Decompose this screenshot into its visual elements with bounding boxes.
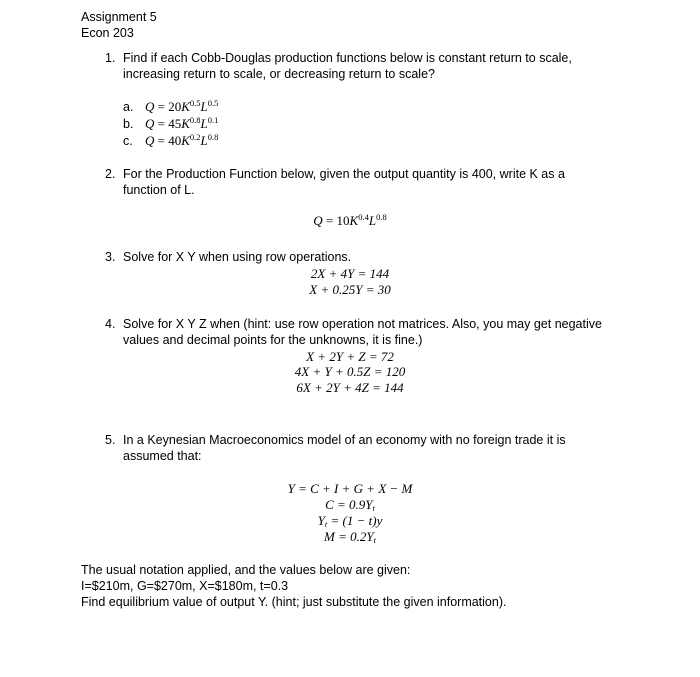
q5-number: 5.	[105, 433, 116, 447]
q5-equation-3: $Y_t = (1 - t)y$	[317, 513, 383, 529]
q4-equation-1: X + 2Y + Z = 72	[306, 349, 394, 364]
q3-text: Solve for X Y when using row operations.	[123, 250, 352, 264]
q3-number: 3.	[105, 250, 116, 264]
q2-production-function: $Q = 10K^{0.4}L^{0.8}$	[313, 212, 387, 228]
q1-item-b-label: b.	[123, 117, 134, 131]
q5-text-line1: In a Keynesian Macroeconomics model of an economy with no foreign trade it is	[123, 433, 566, 447]
q5-text-line2: assumed that:	[123, 449, 202, 463]
q3-equation-1: 2X + 4Y = 144	[310, 266, 390, 281]
q4-text-line1: Solve for X Y Z when (hint: use row operation not matrices. Also, you may get negative	[123, 317, 602, 331]
q1-text-line1: Find if each Cobb-Douglas production functions below is constant return to scale,	[123, 51, 572, 65]
q5-equation-2: $C = 0.9Y_t$	[325, 497, 375, 513]
q5-equation-4: $M = 0.2Y_t$	[324, 529, 376, 545]
q1-number: 1.	[105, 51, 116, 65]
q1-item-c-equation: $Q = 40K^{0.2}L^{0.8}$	[145, 132, 219, 148]
q3-equation-2: X + 0.25Y = 30	[309, 282, 391, 297]
assignment-title: Assignment 5	[81, 10, 157, 24]
q2-text-line1: For the Production Function below, given the output quantity is 400, write K as a	[123, 167, 565, 181]
given-values: I=$210m, G=$270m, X=$180m, t=0.3	[81, 579, 289, 593]
q4-number: 4.	[105, 317, 116, 331]
q4-text-line2: values and decimal points for the unknowns, it is fine.)	[123, 333, 423, 347]
q1-item-b-equation: $Q = 45K^{0.8}L^{0.1}$	[145, 115, 219, 131]
q4-equation-2: 4X + Y + 0.5Z = 120	[294, 364, 406, 379]
q5-equation-1: Y = C + I + G + X − M	[287, 481, 413, 496]
q1-item-a-equation: $Q = 20K^{0.5}L^{0.5}$	[145, 98, 219, 114]
q1-text-line2: increasing return to scale, or decreasing return to scale?	[123, 67, 435, 81]
q2-number: 2.	[105, 167, 116, 181]
given-values-intro: The usual notation applied, and the values below are given:	[81, 563, 411, 577]
q4-equation-3: 6X + 2Y + 4Z = 144	[296, 380, 404, 395]
q2-text-line2: function of L.	[123, 183, 195, 197]
q1-item-c-label: c.	[123, 134, 133, 148]
course-code: Econ 203	[81, 26, 134, 40]
final-instruction: Find equilibrium value of output Y. (hint; just substitute the given information).	[81, 595, 507, 609]
q1-item-a-label: a.	[123, 100, 134, 114]
